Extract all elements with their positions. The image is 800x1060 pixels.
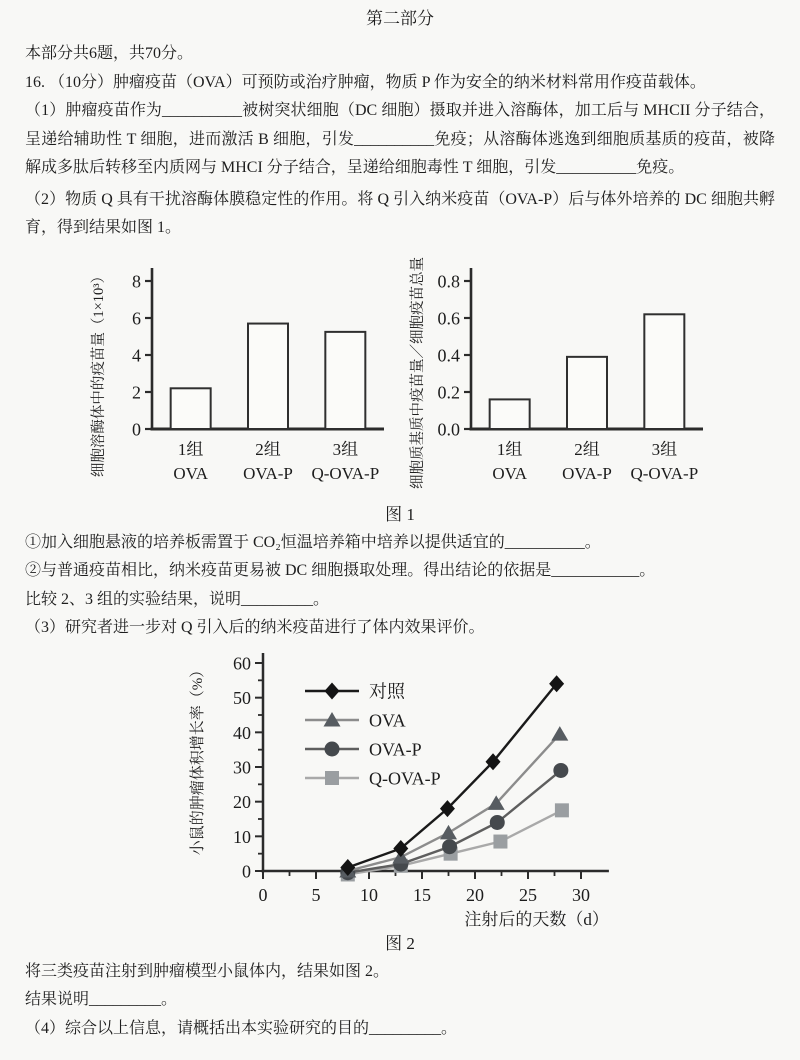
svg-text:4: 4 [132, 345, 141, 365]
question16-note1: ①加入细胞悬液的培养板需置于 CO₂恒温培养箱中培养以提供适宜的__________。 [25, 533, 601, 551]
figure2-caption: 图 2 [385, 933, 415, 953]
svg-text:6: 6 [132, 308, 141, 328]
svg-text:1组: 1组 [177, 439, 204, 459]
svg-text:细胞溶酶体中的疫苗量（1×10³）: 细胞溶酶体中的疫苗量（1×10³） [91, 268, 107, 477]
svg-text:40: 40 [233, 722, 251, 743]
question16-part4: （4）综合以上信息，请概括出本实验研究的目的_________。 [25, 1019, 458, 1037]
svg-text:OVA: OVA [369, 710, 406, 730]
section-intro: 本部分共6题，共70分。 [25, 45, 194, 62]
question16-result-text: 结果说明_________。 [25, 991, 178, 1008]
question16-inject-text: 将三类疫苗注射到肿瘤模型小鼠体内，结果如图 2。 [25, 962, 390, 980]
svg-text:0: 0 [132, 419, 141, 439]
svg-text:0.2: 0.2 [437, 382, 460, 402]
question16-part2: （2）物质 Q 具有干扰溶酶体膜稳定性的作用。将 Q 引入纳米疫苗（OVA-P）后与体外培养的 DC 细胞共孵育，得到结果如图 1。 [25, 190, 775, 236]
question16-part3: （3）研究者进一步对 Q 引入后的纳米疫苗进行了体内效果评价。 [25, 619, 485, 636]
figure1-left-bar-chart [88, 251, 393, 503]
question16-part1: （1）肿瘤疫苗作为__________被树突状细胞（DC 细胞）摄取并进入溶酶体，加工后与 MHCII 分子结合，呈递给辅助性 T 细胞，进而激活 B 细胞，引发__________免疫；从溶酶体逃逸到细胞质基质的疫苗，被降解成多肽后转移至内质网与 MHCI 分子结合，呈递给细胞毒性 T 细胞，引发__________免疫。 [25, 102, 775, 176]
question16-note2: ②与普通疫苗相比，纳米疫苗更易被 DC 细胞摄取处理。得出结论的依据是___________。 [25, 562, 656, 579]
svg-text:1组: 1组 [496, 439, 523, 459]
question16-note3: 比较 2、3 组的实验结果，说明_________。 [25, 590, 330, 608]
svg-text:OVA-P: OVA-P [243, 463, 293, 483]
figure1-caption: 图 1 [385, 504, 415, 524]
figure2 [185, 647, 775, 932]
svg-text:3组: 3组 [332, 439, 359, 459]
svg-text:3组: 3组 [651, 439, 678, 459]
question16-stem: 16. （10分）肿瘤疫苗（OVA）可预防或治疗肿瘤，物质 P 作为安全的纳米材料常用作疫苗载体。 [25, 73, 706, 91]
svg-text:2组: 2组 [574, 439, 600, 459]
svg-text:8: 8 [132, 271, 141, 291]
svg-text:0.4: 0.4 [437, 345, 460, 365]
svg-text:30: 30 [233, 757, 251, 777]
figure1 [25, 251, 775, 503]
svg-text:25: 25 [519, 884, 537, 905]
part-title: 第二部分 [366, 9, 434, 28]
svg-text:0.0: 0.0 [437, 419, 460, 439]
svg-text:对照: 对照 [369, 681, 405, 701]
svg-text:30: 30 [572, 884, 590, 905]
svg-text:注射后的天数（d）: 注射后的天数（d） [464, 909, 609, 927]
svg-text:15: 15 [413, 884, 431, 905]
svg-text:5: 5 [311, 884, 321, 905]
svg-text:小鼠的肿瘤体积增长率（%）: 小鼠的肿瘤体积增长率（%） [190, 662, 206, 855]
svg-text:OVA: OVA [173, 463, 208, 483]
svg-text:60: 60 [233, 653, 251, 673]
svg-text:细胞质基质中疫苗量／细胞疫苗总量: 细胞质基质中疫苗量／细胞疫苗总量 [410, 256, 426, 489]
svg-text:50: 50 [233, 687, 251, 708]
svg-text:20: 20 [466, 884, 484, 905]
svg-text:Q-OVA-P: Q-OVA-P [369, 768, 441, 788]
svg-text:OVA-P: OVA-P [562, 463, 612, 483]
svg-text:2组: 2组 [255, 439, 281, 459]
svg-text:0: 0 [258, 884, 268, 905]
svg-text:10: 10 [233, 826, 251, 847]
svg-text:2: 2 [132, 382, 141, 402]
svg-text:10: 10 [360, 884, 378, 905]
svg-text:OVA: OVA [492, 463, 527, 483]
svg-text:OVA-P: OVA-P [369, 739, 422, 759]
svg-text:0: 0 [242, 861, 251, 881]
svg-text:0.8: 0.8 [437, 271, 460, 291]
svg-text:20: 20 [233, 791, 251, 812]
svg-text:Q-OVA-P: Q-OVA-P [630, 463, 699, 483]
svg-text:0.6: 0.6 [437, 308, 460, 328]
figure2-line-chart [185, 647, 637, 927]
svg-text:Q-OVA-P: Q-OVA-P [311, 463, 380, 483]
figure1-right-bar-chart [407, 251, 712, 503]
